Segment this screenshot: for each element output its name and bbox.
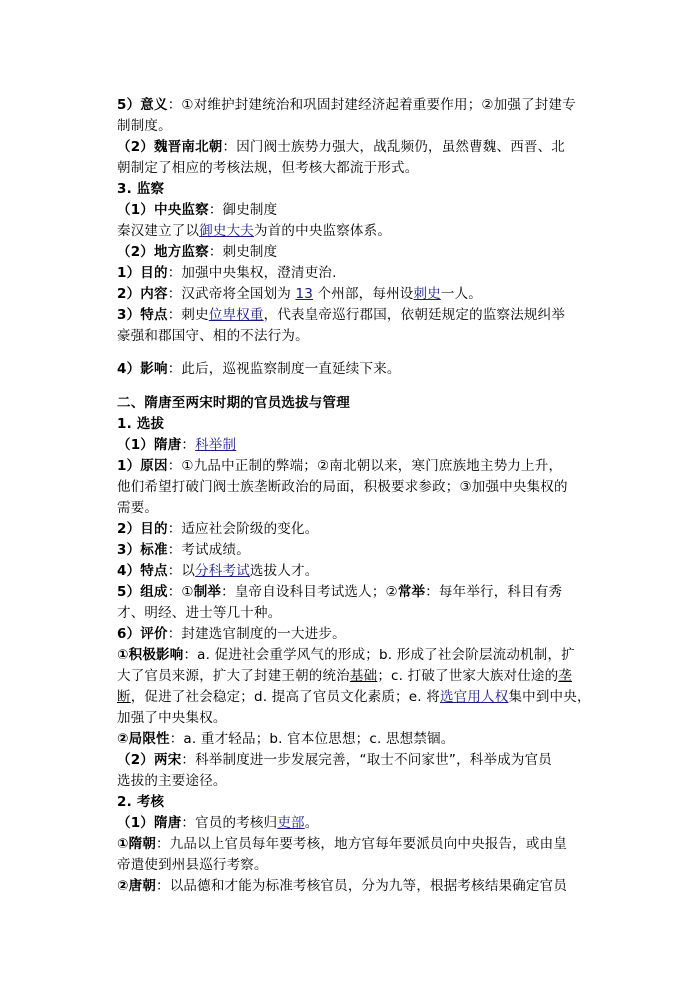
label: ①隋朝 [117, 836, 157, 852]
goal-line [117, 519, 318, 539]
prefix: （1） [117, 202, 154, 218]
heading-selection: 1. 选拔 [117, 416, 165, 432]
text: ；c. 打破了世家大族对仕途的 [377, 668, 559, 684]
underlined-term: 13 [295, 286, 314, 302]
text: ：御史制度 [208, 202, 278, 218]
label: 隋唐 [154, 437, 182, 453]
composition-line-cont [117, 603, 281, 623]
significance-line-cont [117, 116, 172, 136]
label: 5）组成 [117, 584, 168, 600]
standard-line [117, 540, 250, 560]
heading-assessment: 2. 考核 [117, 794, 165, 810]
sui-dynasty-line-cont [117, 855, 268, 875]
text: 一人。 [440, 286, 483, 302]
qin-han-line [117, 221, 391, 241]
sui-tang-assessment-line [117, 813, 318, 833]
label: ①积极影响 [117, 647, 184, 663]
heading-supervision: 3. 监察 [117, 181, 165, 197]
label: ②唐朝 [117, 878, 157, 894]
heading-sui-song: 二、隋唐至两宋时期的官员选拔与管理 [117, 395, 350, 411]
text: 大了官员来源，扩大了封建王朝的统治 [117, 668, 350, 684]
text: ：官员的考核归 [181, 815, 278, 831]
text: ：科举制度进一步发展完善，“取士不问家世”，科举成为官员 [181, 752, 552, 768]
text: 才、明经、进士等几十种。 [117, 605, 282, 621]
text: 需要。 [117, 500, 159, 516]
prefix: （2） [117, 244, 154, 260]
prefix: （1） [117, 437, 154, 453]
text: ： [181, 437, 196, 453]
positive-impact-line [117, 645, 575, 665]
text: 秦汉建立了以 [117, 223, 200, 239]
text: ：以 [167, 563, 196, 579]
text: 选拔的主要途径。 [117, 773, 227, 789]
text: ：以品德和才能为标准考核官员，分为九等，根据考核结果确定官员 [156, 878, 568, 894]
label: 魏晋南北朝 [154, 139, 223, 155]
text: ：① [167, 584, 194, 600]
text: ：此后，巡视监察制度一直延续下来。 [167, 361, 401, 377]
text: ：刺史制度 [208, 244, 278, 260]
label: 1）目的 [117, 265, 168, 281]
prefix: （2） [117, 139, 154, 155]
text: ：①对维护封建统治和巩固封建经济起着重要作用；②加强了封建专 [167, 97, 576, 113]
positive-impact-line-cont2 [117, 687, 591, 707]
influence-line [117, 359, 401, 379]
positive-impact-line-cont3 [117, 708, 227, 728]
purpose-line [117, 263, 337, 283]
prefix: （2） [117, 752, 154, 768]
label: ②局限性 [117, 731, 170, 747]
text: ：九品以上官员每年要考核，地方官每年要派员向中央报告，或由皇 [156, 836, 568, 852]
text: 朝制定了相应的考核法规，但考核大都流于形式。 [117, 160, 419, 176]
song-line [117, 750, 552, 770]
local-supervision-line [117, 242, 277, 262]
significance-line [117, 95, 576, 115]
features-line [117, 305, 565, 325]
text: ：a. 重才轻品；b. 官本位思想；c. 思想禁锢。 [169, 731, 455, 747]
underlined-term: 垄 [558, 668, 573, 684]
label: 隋唐 [154, 815, 182, 831]
text: ：①九品中正制的弊端；②南北朝以来，寒门庶族地主势力上升， [167, 458, 563, 474]
text: 个州部，每州设 [313, 286, 414, 302]
text: ：刺史 [167, 307, 209, 323]
wei-jin-line [117, 137, 565, 157]
text: ：因门阀士族势力强大，战乱频仍，虽然曹魏、西晋、北 [222, 139, 565, 155]
sui-tang-selection-line [117, 435, 236, 455]
text: 。 [304, 815, 319, 831]
composition-line [117, 582, 562, 602]
label: 中央监察 [154, 202, 209, 218]
reason-line-cont2 [117, 498, 158, 518]
text: ，促进了社会稳定；d. 提高了官员文化素质；e. 将 [130, 689, 440, 705]
tang-dynasty-line [117, 876, 567, 896]
wei-jin-line-cont [117, 158, 418, 178]
underlined-term: 科举制 [195, 437, 237, 453]
text: ：皇帝自设科目考试选人；② [221, 584, 398, 600]
underlined-term: 基础 [349, 668, 378, 684]
text: 豪强和郡国守、相的不法行为。 [117, 328, 309, 344]
evaluation-line [117, 624, 346, 644]
text: ：a. 促进社会重学风气的形成；b. 形成了社会阶层流动机制，扩 [183, 647, 575, 663]
text: 制制度。 [117, 118, 172, 134]
reason-line [117, 456, 562, 476]
underlined-term: 选官用人权 [439, 689, 509, 705]
label: 制举 [193, 584, 222, 600]
text: 集中到中央， [508, 689, 591, 705]
text: ：加强中央集权，澄清吏治. [167, 265, 337, 281]
label: 2）目的 [117, 521, 168, 537]
text: 帝遣使到州县巡行考察。 [117, 857, 268, 873]
label: 4）特点 [117, 563, 168, 579]
underlined-term: 刺史 [413, 286, 441, 302]
text: ：考试成绩。 [167, 542, 250, 558]
label: 3）标准 [117, 542, 168, 558]
underlined-term: 吏部 [277, 815, 305, 831]
label: 3）特点 [117, 307, 168, 323]
text: ：封建选官制度的一大进步。 [167, 626, 346, 642]
central-supervision-line [117, 200, 277, 220]
underlined-term: 御史大夫 [199, 223, 255, 239]
text: 选拔人才。 [249, 563, 319, 579]
text: ，代表皇帝巡行郡国，依朝廷规定的监察法规纠举 [263, 307, 566, 323]
label: 5）意义 [117, 97, 168, 113]
underlined-term: 位卑权重 [208, 307, 264, 323]
prefix: （1） [117, 815, 154, 831]
underlined-term: 分科考试 [195, 563, 250, 579]
label: 地方监察 [154, 244, 209, 260]
limitation-line [117, 729, 454, 749]
reason-line-cont1 [117, 477, 568, 497]
song-line-cont [117, 771, 227, 791]
positive-impact-line-cont1 [117, 666, 572, 686]
text: ：每年举行，科目有秀 [425, 584, 563, 600]
text: ：汉武帝将全国划为 [167, 286, 296, 302]
text: 加强了中央集权。 [117, 710, 227, 726]
label: 常举 [397, 584, 426, 600]
text: ：适应社会阶级的变化。 [167, 521, 319, 537]
characteristic-line [117, 561, 318, 581]
label: 2）内容 [117, 286, 168, 302]
text: 他们希望打破门阀士族垄断政治的局面，积极要求参政；③加强中央集权的 [117, 479, 568, 495]
content-line [117, 284, 482, 304]
features-line-cont [117, 326, 309, 346]
label: 4）影响 [117, 361, 168, 377]
sui-dynasty-line [117, 834, 567, 854]
underlined-term: 断 [117, 689, 131, 705]
label: 1）原因 [117, 458, 168, 474]
text: 为首的中央监察体系。 [254, 223, 392, 239]
label: 6）评价 [117, 626, 168, 642]
label: 两宋 [154, 752, 182, 768]
